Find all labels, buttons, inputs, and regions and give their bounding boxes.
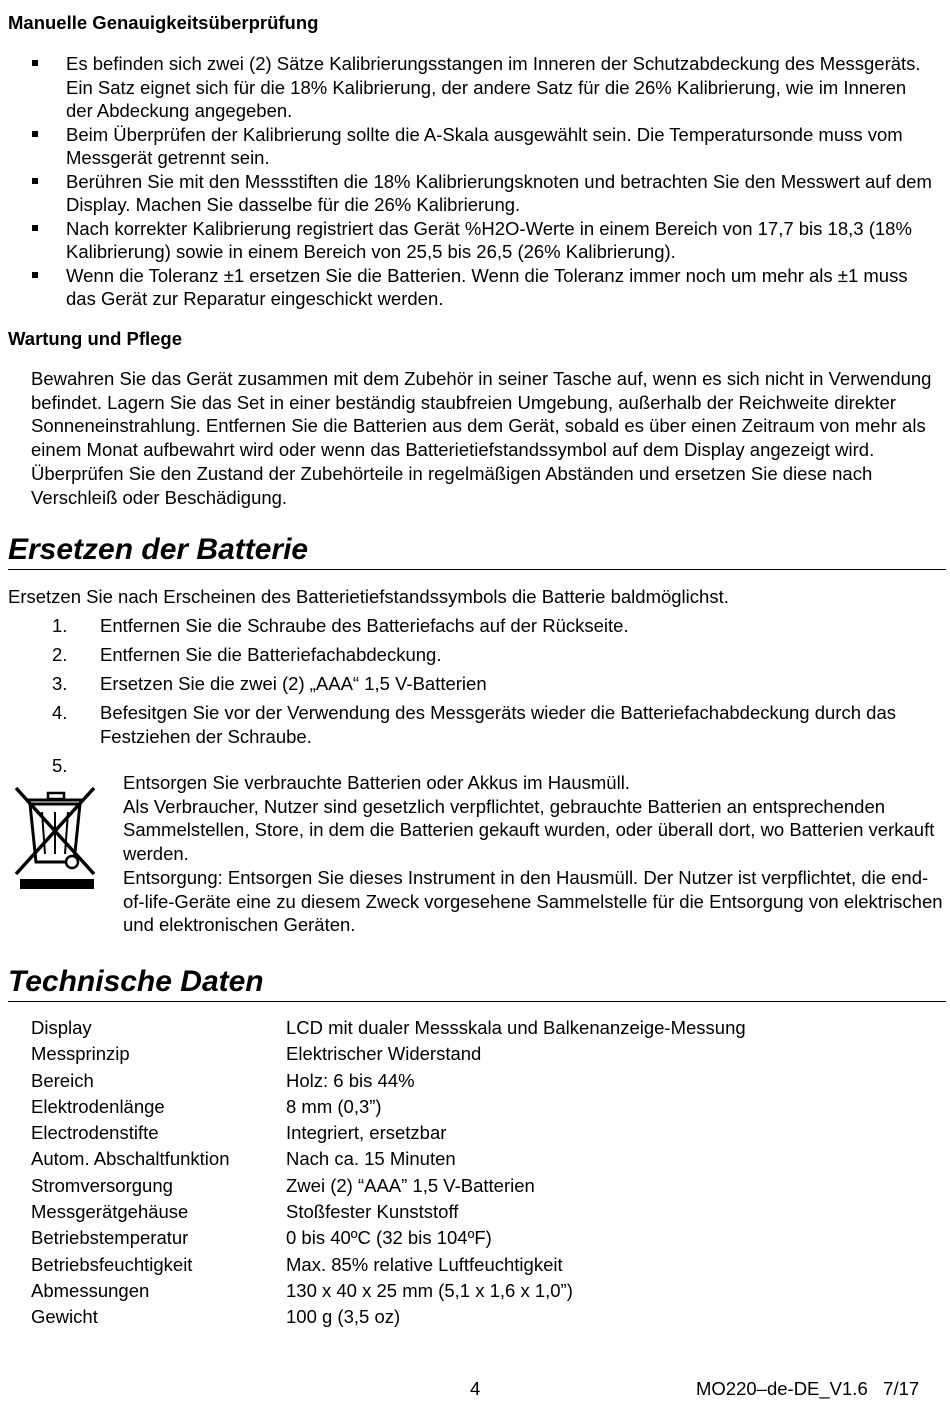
bullet-item: Berühren Sie mit den Messstiften die 18% Kalibrierungsknoten und betrachten Sie den Messwert auf dem Display. Machen Sie dasselbe für die 26% Kalibrierung. bbox=[30, 170, 935, 217]
step-item: 4. Befesitgen Sie vor der Verwendung des Messgeräts wieder die Batteriefachabdeckung durch das Festziehen der Schraube. bbox=[52, 702, 896, 747]
manual-check-bullet-list bbox=[30, 52, 935, 311]
bullet-item: Wenn die Toleranz ±1 ersetzen Sie die Batterien. Wenn die Toleranz immer noch um mehr als ±1 muss das Gerät zur Reparatur eingeschickt werden. bbox=[30, 264, 935, 311]
bullet-square-icon bbox=[32, 131, 38, 137]
table-row: Betriebsfeuchtigkeit Max. 85% relative Luftfeuchtigkeit bbox=[31, 1253, 563, 1275]
bullet-square-icon bbox=[32, 60, 38, 66]
page-number: 4 bbox=[470, 1378, 481, 1399]
bullet-square-icon bbox=[32, 178, 38, 184]
table-row: Messprinzip Elektrischer Widerstand bbox=[31, 1043, 482, 1065]
table-row: Messgerätgehäuse Stoßfester Kunststoff bbox=[31, 1201, 459, 1223]
disposal-line: Als Verbraucher, Nutzer sind gesetzlich verpflichtet, gebrauchte Batterien an entsprechenden Sammelstellen, Store, in dem die Batterien gekauft wurden, oder überall dort, wo Batterien verkauft werden. bbox=[123, 795, 935, 865]
table-row: Elektrodenlänge 8 mm (0,3”) bbox=[31, 1095, 382, 1117]
section-heading-care: Wartung und Pflege bbox=[8, 328, 183, 349]
bullet-item: Es befinden sich zwei (2) Sätze Kalibrierungsstangen im Inneren der Schutzabdeckung des Messgeräts. Ein Satz eignet sich für die 18% Kalibrierung, der andere Satz für die 26% Kalibrierung, wie im Inneren der Abdeckung angegeben. bbox=[30, 52, 935, 123]
bullet-item: Nach korrekter Kalibrierung registriert das Gerät %H2O-Werte in einem Bereich von 17,7 bis 18,3 (18% Kalibrierung) sowie in einem Bereich von 25,5 bis 26,5 (26% Kalibrierung). bbox=[30, 217, 935, 264]
step-item: 1. Entfernen Sie die Schraube des Batteriefachs auf der Rückseite. bbox=[52, 615, 629, 636]
table-row: Bereich Holz: 6 bis 44% bbox=[31, 1069, 415, 1091]
chapter-heading-battery: Ersetzen der Batterie bbox=[8, 532, 946, 570]
bullet-item: Beim Überprüfen der Kalibrierung sollte die A-Skala ausgewählt sein. Die Temperatursonde muss vom Messgerät getrennt sein. bbox=[30, 123, 935, 170]
battery-steps-list: 1. Entfernen Sie die Schraube des Batteriefachs auf der Rückseite. 2. Entfernen Sie die Batteriefachabdeckung. 3. Ersetzen Sie die zwei (2) „AAA“ 1,5 V-Batterien 4. Befesitgen Sie vor der Verwendung des Messgeräts wieder die Batteriefachabdeckung durch das Festziehen der Schraube. 5. bbox=[52, 614, 932, 754]
table-row: Abmessungen 130 x 40 x 25 mm (5,1 x 1,6 x 1,0”) bbox=[31, 1279, 573, 1301]
bullet-square-icon bbox=[32, 272, 38, 278]
bullet-square-icon bbox=[32, 225, 38, 231]
care-paragraph: Bewahren Sie das Gerät zusammen mit dem Zubehör in seiner Tasche auf, wenn es sich nicht in Verwendung befindet. Lagern Sie das Set in einer beständig staubfreien Umgebung, außerhalb der Reichweite direkter Sonneneinstrahlung. Entfernen Sie die Batterien aus dem Gerät, sobald es über einen Zeitraum von mehr als einem Monat aufbewahrt wird oder wenn das Batterietiefstandssymbol auf dem Display angezeigt wird. Überprüfen Sie den Zustand der Zubehörteile in regelmäßigen Abständen und ersetzen Sie diese nach Verschleiß oder Beschädigung. bbox=[31, 368, 932, 508]
step-item: 3. Ersetzen Sie die zwei (2) „AAA“ 1,5 V-Batterien bbox=[52, 673, 487, 694]
step-item: 2. Entfernen Sie die Batteriefachabdeckung. bbox=[52, 644, 442, 665]
document-id: MO220–de-DE_V1.6 7/17 bbox=[696, 1378, 920, 1399]
specs-table bbox=[31, 1015, 746, 1331]
chapter-heading-specs: Technische Daten bbox=[8, 964, 946, 1002]
table-row: Stromversorgung Zwei (2) “AAA” 1,5 V-Batterien bbox=[31, 1174, 535, 1196]
disposal-text bbox=[123, 771, 943, 937]
crossed-out-wheelie-bin-icon bbox=[12, 782, 102, 892]
table-row: Display LCD mit dualer Messskala und Balkenanzeige-Messung bbox=[31, 1017, 746, 1038]
battery-intro: Ersetzen Sie nach Erscheinen des Batterietiefstandssymbols die Batterie baldmöglichst. bbox=[8, 586, 729, 607]
table-row: Electrodenstifte Integriert, ersetzbar bbox=[31, 1122, 447, 1144]
disposal-line: Entsorgen Sie verbrauchte Batterien oder Akkus im Hausmüll. bbox=[123, 772, 630, 793]
table-row: Autom. Abschaltfunktion Nach ca. 15 Minuten bbox=[31, 1148, 456, 1170]
table-row: Gewicht 100 g (3,5 oz) bbox=[31, 1306, 401, 1328]
disposal-line: Entsorgung: Entsorgen Sie dieses Instrument in den Hausmüll. Der Nutzer ist verpflichtet, die end-of-life-Geräte eine zu diesem Zweck vorgesehene Sammelstelle für die Entsorgung von elektrischen und elektronischen Geräten. bbox=[123, 866, 943, 936]
table-row: Betriebstemperatur 0 bis 40ºC (32 bis 104ºF) bbox=[31, 1227, 492, 1249]
section-heading-manual-check: Manuelle Genauigkeitsüberprüfung bbox=[8, 12, 319, 33]
